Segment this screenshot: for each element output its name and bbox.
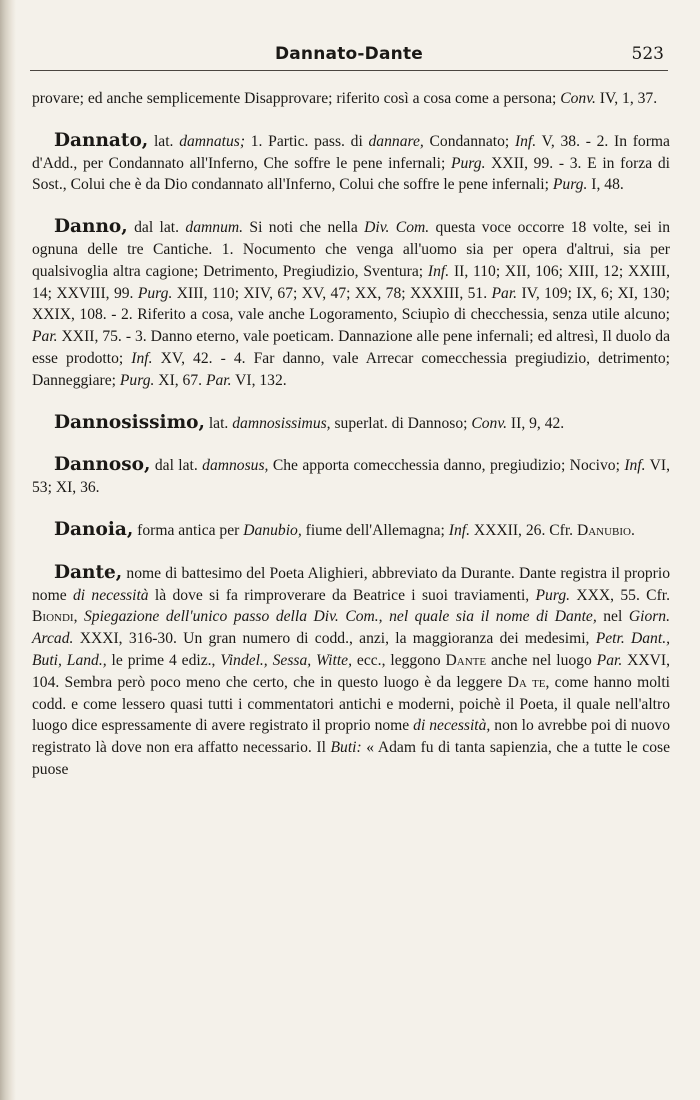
running-head: Dannato-Dante xyxy=(274,44,424,64)
continued-paragraph: provare; ed anche semplicemente Disapprovare; riferito così a cosa come a persona; Conv. IV, 1, 37. xyxy=(32,90,658,107)
entry-dannoso: Dannoso, dal lat. damnosus, Che apporta comecchessia danno, pregiudizio; Nocivo; Inf. VI, 53; XI, 36. xyxy=(32,454,670,497)
entry-danoia: Danoia, forma antica per Danubio, fiume dell'Allemagna; Inf. XXXII, 26. Cfr. Danubio. xyxy=(54,518,635,540)
entry-danno: Danno, dal lat. damnum. Si noti che nella Div. Com. questa voce occorre 18 volte, sei in ognuna delle tre Cantiche. 1. Nocumento che venga all'uomo sia per opera d'altrui, sia per qualsivoglia altra cagione; Detrimento, Pregiudizio, Sventura; Inf. II, 110; XII, 106; XIII, 12; XXIII, 14; XXVIII, 99. Purg. XIII, 110; XIV, 67; XV, 47; XX, 78; XXXIII, 51. Par. IV, 109; IX, 6; XI, 130; XXIX, 108. - 2. Riferito a cosa, vale anche Logoramento, Sciupìo di checchessia, senza utile alcuno; Par. XXII, 75. - 3. Danno eterno, vale poeticam. Dannazione alle pene infernali; ed altresì, Il duolo da esse prodotto; Inf. XV, 42. - 4. Far danno, vale Arrecar comecchessia pregiudizio, detrimento; Danneggiare; Purg. XI, 67. Par. VI, 132. xyxy=(32,216,671,389)
page-number: 523 xyxy=(631,44,664,64)
binding-shadow xyxy=(0,0,16,1100)
headword-dannato: Dannato, xyxy=(54,129,149,151)
headword-danoia: Danoia, xyxy=(54,518,134,540)
cross-reference-danubio: Danubio xyxy=(576,521,632,539)
entry-dante: Dante, nome di battesimo del Poeta Alighieri, abbreviato da Durante. Dante registra il proprio nome di necessità là dove si fa rimproverare da Beatrice i suoi traviamenti, Purg. XXX, 55. Cfr. Biondi, Spiegazione dell'unico passo della Div. Com., nel quale sia il nome di Dante, nel Giorn. Arcad. XXXI, 316-30. Un gran numero di codd., anzi, la maggioranza dei medesimi, Petr. Dant., Buti, Land., le prime 4 ediz., Vindel., Sessa, Witte, ecc., leggono Dante anche nel luogo Par. XXVI, 104. Sembra però poco meno che certo, che in questo luogo è da leggere Da te, come hanno molti codd. e come lessero quasi tutti i commentatori antichi e moderni, poichè il Poeta, il quale nell'altro luogo dice espressamente di avere registrato il proprio nome di necessità, non lo avrebbe poi di nuovo registrato là dove non era affatto necessario. Il Buti: « Adam fu di tanta sapienzia, che a tutte le cose puose xyxy=(32,561,671,778)
headword-danno: Danno, xyxy=(54,216,128,238)
page-header xyxy=(30,40,668,71)
headword-dante: Dante, xyxy=(54,561,123,583)
dictionary-text xyxy=(32,88,670,801)
headword-dannoso: Dannoso, xyxy=(54,454,151,476)
headword-dannosissimo: Dannosissimo, xyxy=(54,411,205,433)
entry-dannosissimo: Dannosissimo, lat. damnosissimus, superlat. di Dannoso; Conv. II, 9, 42. xyxy=(54,411,565,433)
entry-dannato: Dannato, lat. damnatus; 1. Partic. pass. di dannare, Condannato; Inf. V, 38. - 2. In forma d'Add., per Condannato all'Inferno, Che soffre le pene infernali; Purg. XXII, 99. - 3. E in forza di Sost., Colui che è da Dio condannato all'Inferno, Colui che soffre le pene infernali; Purg. I, 48. xyxy=(32,129,670,194)
